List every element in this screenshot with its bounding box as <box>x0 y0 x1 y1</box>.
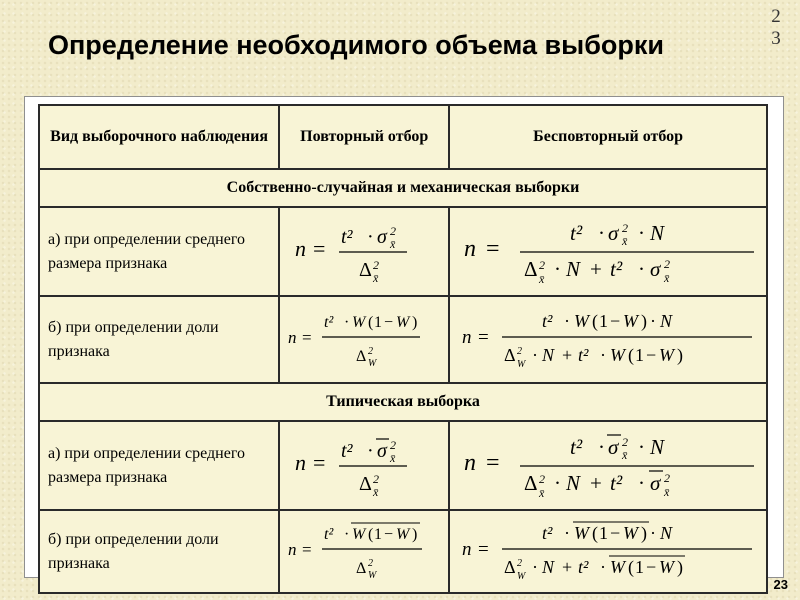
svg-text:(: ( <box>628 557 635 577</box>
svg-text:x̄: x̄ <box>390 451 396 465</box>
formula-non-repeated-mean <box>449 207 767 296</box>
svg-text:·: · <box>598 435 606 459</box>
svg-text:Δ: Δ <box>356 560 367 577</box>
svg-text:·: · <box>638 435 646 459</box>
svg-text:2: 2 <box>622 221 629 235</box>
svg-text:W: W <box>659 345 675 365</box>
svg-text:·: · <box>367 440 374 462</box>
row-label: а) при определении среднего размера признака <box>39 421 279 510</box>
svg-text:σ: σ <box>608 221 619 245</box>
svg-text:W: W <box>352 526 366 543</box>
svg-text:2: 2 <box>390 224 397 238</box>
svg-text:x̄: x̄ <box>539 486 545 500</box>
svg-text:·: · <box>344 526 350 543</box>
svg-text:W: W <box>368 358 377 369</box>
svg-text:−: − <box>646 557 657 577</box>
corner-slide-number <box>766 6 786 50</box>
svg-text:·: · <box>564 523 571 543</box>
svg-text:2: 2 <box>517 346 523 357</box>
svg-text:(: ( <box>368 314 374 331</box>
svg-text:Δ: Δ <box>359 259 373 281</box>
svg-text:−: − <box>384 314 394 331</box>
header-observation-type: Вид выборочного наблюдения <box>39 105 279 169</box>
svg-text:−: − <box>610 523 621 543</box>
svg-text:): ) <box>677 345 684 365</box>
svg-text:): ) <box>641 523 648 543</box>
svg-text:=: = <box>478 327 489 348</box>
row-label: б) при определении доли признака <box>39 296 279 383</box>
svg-text:2: 2 <box>373 258 380 272</box>
svg-text:·: · <box>532 557 539 577</box>
header-row <box>39 105 767 169</box>
svg-text:W: W <box>574 311 590 331</box>
corner-digit-2: 3 <box>771 28 781 49</box>
svg-text:·: · <box>554 257 562 281</box>
svg-text:−: − <box>384 526 394 543</box>
svg-text:(: ( <box>628 345 635 365</box>
svg-text:1: 1 <box>599 311 609 331</box>
svg-text:·: · <box>564 311 571 331</box>
svg-text:W: W <box>368 570 377 581</box>
svg-text:t²: t² <box>610 257 623 281</box>
svg-text:n: n <box>462 327 472 348</box>
svg-text:2: 2 <box>664 471 671 485</box>
table-row <box>39 207 767 296</box>
svg-text:+: + <box>590 257 602 281</box>
section-row <box>39 383 767 421</box>
svg-text:Δ: Δ <box>504 345 516 365</box>
svg-text:n: n <box>295 236 307 261</box>
svg-text:σ: σ <box>650 471 661 495</box>
svg-text:1: 1 <box>374 526 383 543</box>
svg-text:Δ: Δ <box>359 473 373 495</box>
svg-text:x̄: x̄ <box>664 271 670 285</box>
svg-text:1: 1 <box>599 523 609 543</box>
table-row <box>39 296 767 383</box>
svg-text:1: 1 <box>635 557 645 577</box>
formula-typical-non-repeated-share <box>449 510 767 593</box>
svg-text:=: = <box>486 236 500 262</box>
svg-text:=: = <box>302 328 312 347</box>
svg-text:x̄: x̄ <box>664 485 670 499</box>
svg-text:+: + <box>590 471 602 495</box>
svg-text:2: 2 <box>390 438 397 452</box>
formula-non-repeated-share <box>449 296 767 383</box>
svg-text:W: W <box>610 557 626 577</box>
svg-text:W: W <box>574 523 590 543</box>
svg-text:N: N <box>660 311 673 331</box>
row-label: б) при определении доли признака <box>39 510 279 593</box>
svg-text:·: · <box>638 221 646 245</box>
svg-text:W: W <box>623 311 639 331</box>
svg-text:W: W <box>659 557 675 577</box>
row-label: а) при определении среднего размера признака <box>39 207 279 296</box>
svg-text:t²: t² <box>578 557 589 577</box>
svg-text:W: W <box>352 314 366 331</box>
svg-text:·: · <box>532 345 539 365</box>
svg-text:1: 1 <box>635 345 645 365</box>
svg-text:n: n <box>462 539 472 560</box>
slide-title: Определение необходимого объема выборки <box>48 30 664 60</box>
formula-typical-repeated-share <box>279 510 449 593</box>
svg-text:x̄: x̄ <box>539 272 545 286</box>
svg-text:2: 2 <box>373 472 380 486</box>
svg-text:N: N <box>660 523 673 543</box>
formula-repeated-mean <box>279 207 449 296</box>
svg-text:=: = <box>486 450 500 476</box>
svg-text:2: 2 <box>368 558 374 569</box>
svg-text:−: − <box>610 311 621 331</box>
svg-text:(: ( <box>368 526 374 543</box>
svg-text:t²: t² <box>610 471 623 495</box>
svg-text:·: · <box>650 523 657 543</box>
svg-text:2: 2 <box>517 558 523 569</box>
svg-text:t²: t² <box>570 435 583 459</box>
svg-text:n: n <box>295 450 307 475</box>
svg-text:·: · <box>650 311 657 331</box>
svg-text:σ: σ <box>377 440 388 462</box>
svg-text:σ: σ <box>650 257 661 281</box>
table-row <box>39 510 767 593</box>
svg-text:x̄: x̄ <box>622 448 628 462</box>
svg-text:Δ: Δ <box>524 471 538 495</box>
page-number: 23 <box>773 577 788 592</box>
table-row <box>39 421 767 510</box>
svg-text:N: N <box>650 435 665 459</box>
svg-text:N: N <box>566 257 581 281</box>
svg-text:2: 2 <box>622 435 629 449</box>
svg-text:W: W <box>623 523 639 543</box>
svg-text:(: ( <box>592 311 599 331</box>
svg-text:N: N <box>542 345 555 365</box>
svg-text:σ: σ <box>377 226 388 248</box>
svg-text:n: n <box>464 236 477 262</box>
svg-text:+: + <box>562 345 573 365</box>
section-title: Собственно-случайная и механическая выборки <box>39 169 767 207</box>
svg-text:t²: t² <box>542 523 553 543</box>
svg-text:·: · <box>367 226 374 248</box>
svg-text:2: 2 <box>539 472 546 486</box>
svg-text:=: = <box>313 236 326 261</box>
formula-repeated-share <box>279 296 449 383</box>
svg-text:W: W <box>396 314 410 331</box>
svg-text:t²: t² <box>324 526 334 543</box>
svg-text:W: W <box>517 571 526 582</box>
svg-text:σ: σ <box>608 435 619 459</box>
svg-text:2: 2 <box>368 346 374 357</box>
header-non-repeated: Бесповторный отбор <box>449 105 767 169</box>
svg-text:−: − <box>646 345 657 365</box>
svg-text:t²: t² <box>324 314 334 331</box>
svg-text:Δ: Δ <box>524 257 538 281</box>
svg-text:+: + <box>562 557 573 577</box>
svg-text:1: 1 <box>374 314 383 331</box>
svg-text:2: 2 <box>664 257 671 271</box>
svg-text:=: = <box>302 540 312 559</box>
svg-text:·: · <box>638 257 646 281</box>
svg-text:N: N <box>542 557 555 577</box>
svg-text:t²: t² <box>341 440 353 462</box>
section-row <box>39 169 767 207</box>
header-repeated: Повторный отбор <box>279 105 449 169</box>
svg-text:): ) <box>677 557 684 577</box>
svg-text:x̄: x̄ <box>373 485 379 499</box>
svg-text:·: · <box>638 471 646 495</box>
svg-text:W: W <box>396 526 410 543</box>
svg-text:W: W <box>610 345 626 365</box>
svg-text:·: · <box>598 221 606 245</box>
svg-text:·: · <box>344 314 350 331</box>
svg-text:·: · <box>600 557 607 577</box>
svg-text:t²: t² <box>578 345 589 365</box>
section-title: Типическая выборка <box>39 383 767 421</box>
svg-text:Δ: Δ <box>504 557 516 577</box>
svg-text:n: n <box>288 328 297 347</box>
formula-typical-non-repeated-mean <box>449 421 767 510</box>
svg-text:W: W <box>517 359 526 370</box>
svg-text:N: N <box>650 221 665 245</box>
svg-text:(: ( <box>592 523 599 543</box>
svg-text:t²: t² <box>570 221 583 245</box>
svg-text:N: N <box>566 471 581 495</box>
svg-text:x̄: x̄ <box>373 271 379 285</box>
svg-text:·: · <box>600 345 607 365</box>
svg-text:n: n <box>464 450 477 476</box>
svg-text:=: = <box>313 450 326 475</box>
svg-text:): ) <box>641 311 648 331</box>
svg-text:x̄: x̄ <box>622 234 628 248</box>
svg-text:): ) <box>412 526 418 543</box>
corner-digit-1: 2 <box>771 6 781 27</box>
svg-text:): ) <box>412 314 418 331</box>
svg-text:t²: t² <box>341 226 353 248</box>
sample-size-table <box>38 104 768 594</box>
svg-text:n: n <box>288 540 297 559</box>
svg-text:x̄: x̄ <box>390 237 396 251</box>
svg-text:=: = <box>478 539 489 560</box>
formula-typical-repeated-mean <box>279 421 449 510</box>
svg-text:t²: t² <box>542 311 553 331</box>
svg-text:2: 2 <box>539 258 546 272</box>
svg-text:·: · <box>554 471 562 495</box>
svg-text:Δ: Δ <box>356 348 367 365</box>
